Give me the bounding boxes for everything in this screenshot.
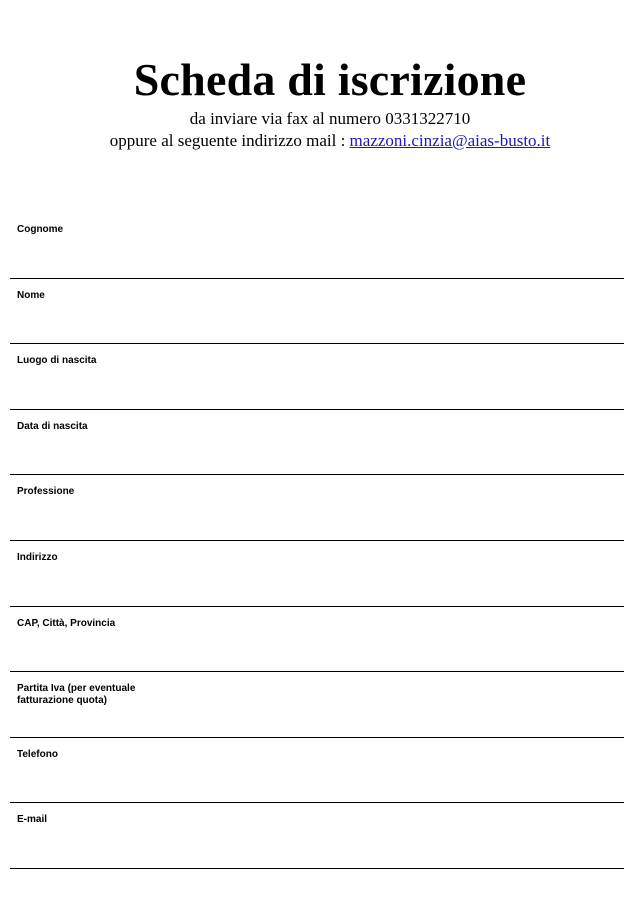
field-data-di-nascita[interactable] xyxy=(10,410,624,476)
field-telefono[interactable] xyxy=(10,738,624,804)
field-email[interactable] xyxy=(10,803,624,869)
field-luogo-di-nascita[interactable] xyxy=(10,344,624,410)
field-partita-iva[interactable] xyxy=(10,672,624,738)
field-cap-citta-provincia[interactable] xyxy=(10,607,624,673)
email-instructions-prefix: oppure al seguente indirizzo mail : xyxy=(109,131,350,150)
fax-instructions: da inviare via fax al numero 0331322710 xyxy=(189,109,471,128)
field-label: Indirizzo xyxy=(17,551,58,563)
document-header xyxy=(0,52,631,152)
registration-form xyxy=(10,213,624,869)
field-label: Telefono xyxy=(17,748,58,760)
field-label: Data di nascita xyxy=(17,420,88,432)
field-label: CAP, Città, Provincia xyxy=(17,617,116,629)
field-indirizzo[interactable] xyxy=(10,541,624,607)
field-nome[interactable] xyxy=(10,279,624,345)
page-title: Scheda di iscrizione xyxy=(133,54,527,105)
email-link[interactable]: mazzoni.cinzia@aias-busto.it xyxy=(349,131,551,150)
field-label: Partita Iva (per eventuale fatturazione quota) xyxy=(17,683,136,707)
field-label: Nome xyxy=(17,289,45,301)
field-professione[interactable] xyxy=(10,475,624,541)
field-label: Professione xyxy=(17,486,75,498)
field-label: Luogo di nascita xyxy=(17,355,97,367)
field-label: Cognome xyxy=(17,224,64,235)
field-cognome[interactable] xyxy=(10,213,624,279)
email-instructions xyxy=(0,130,631,152)
field-label: E-mail xyxy=(17,814,48,826)
